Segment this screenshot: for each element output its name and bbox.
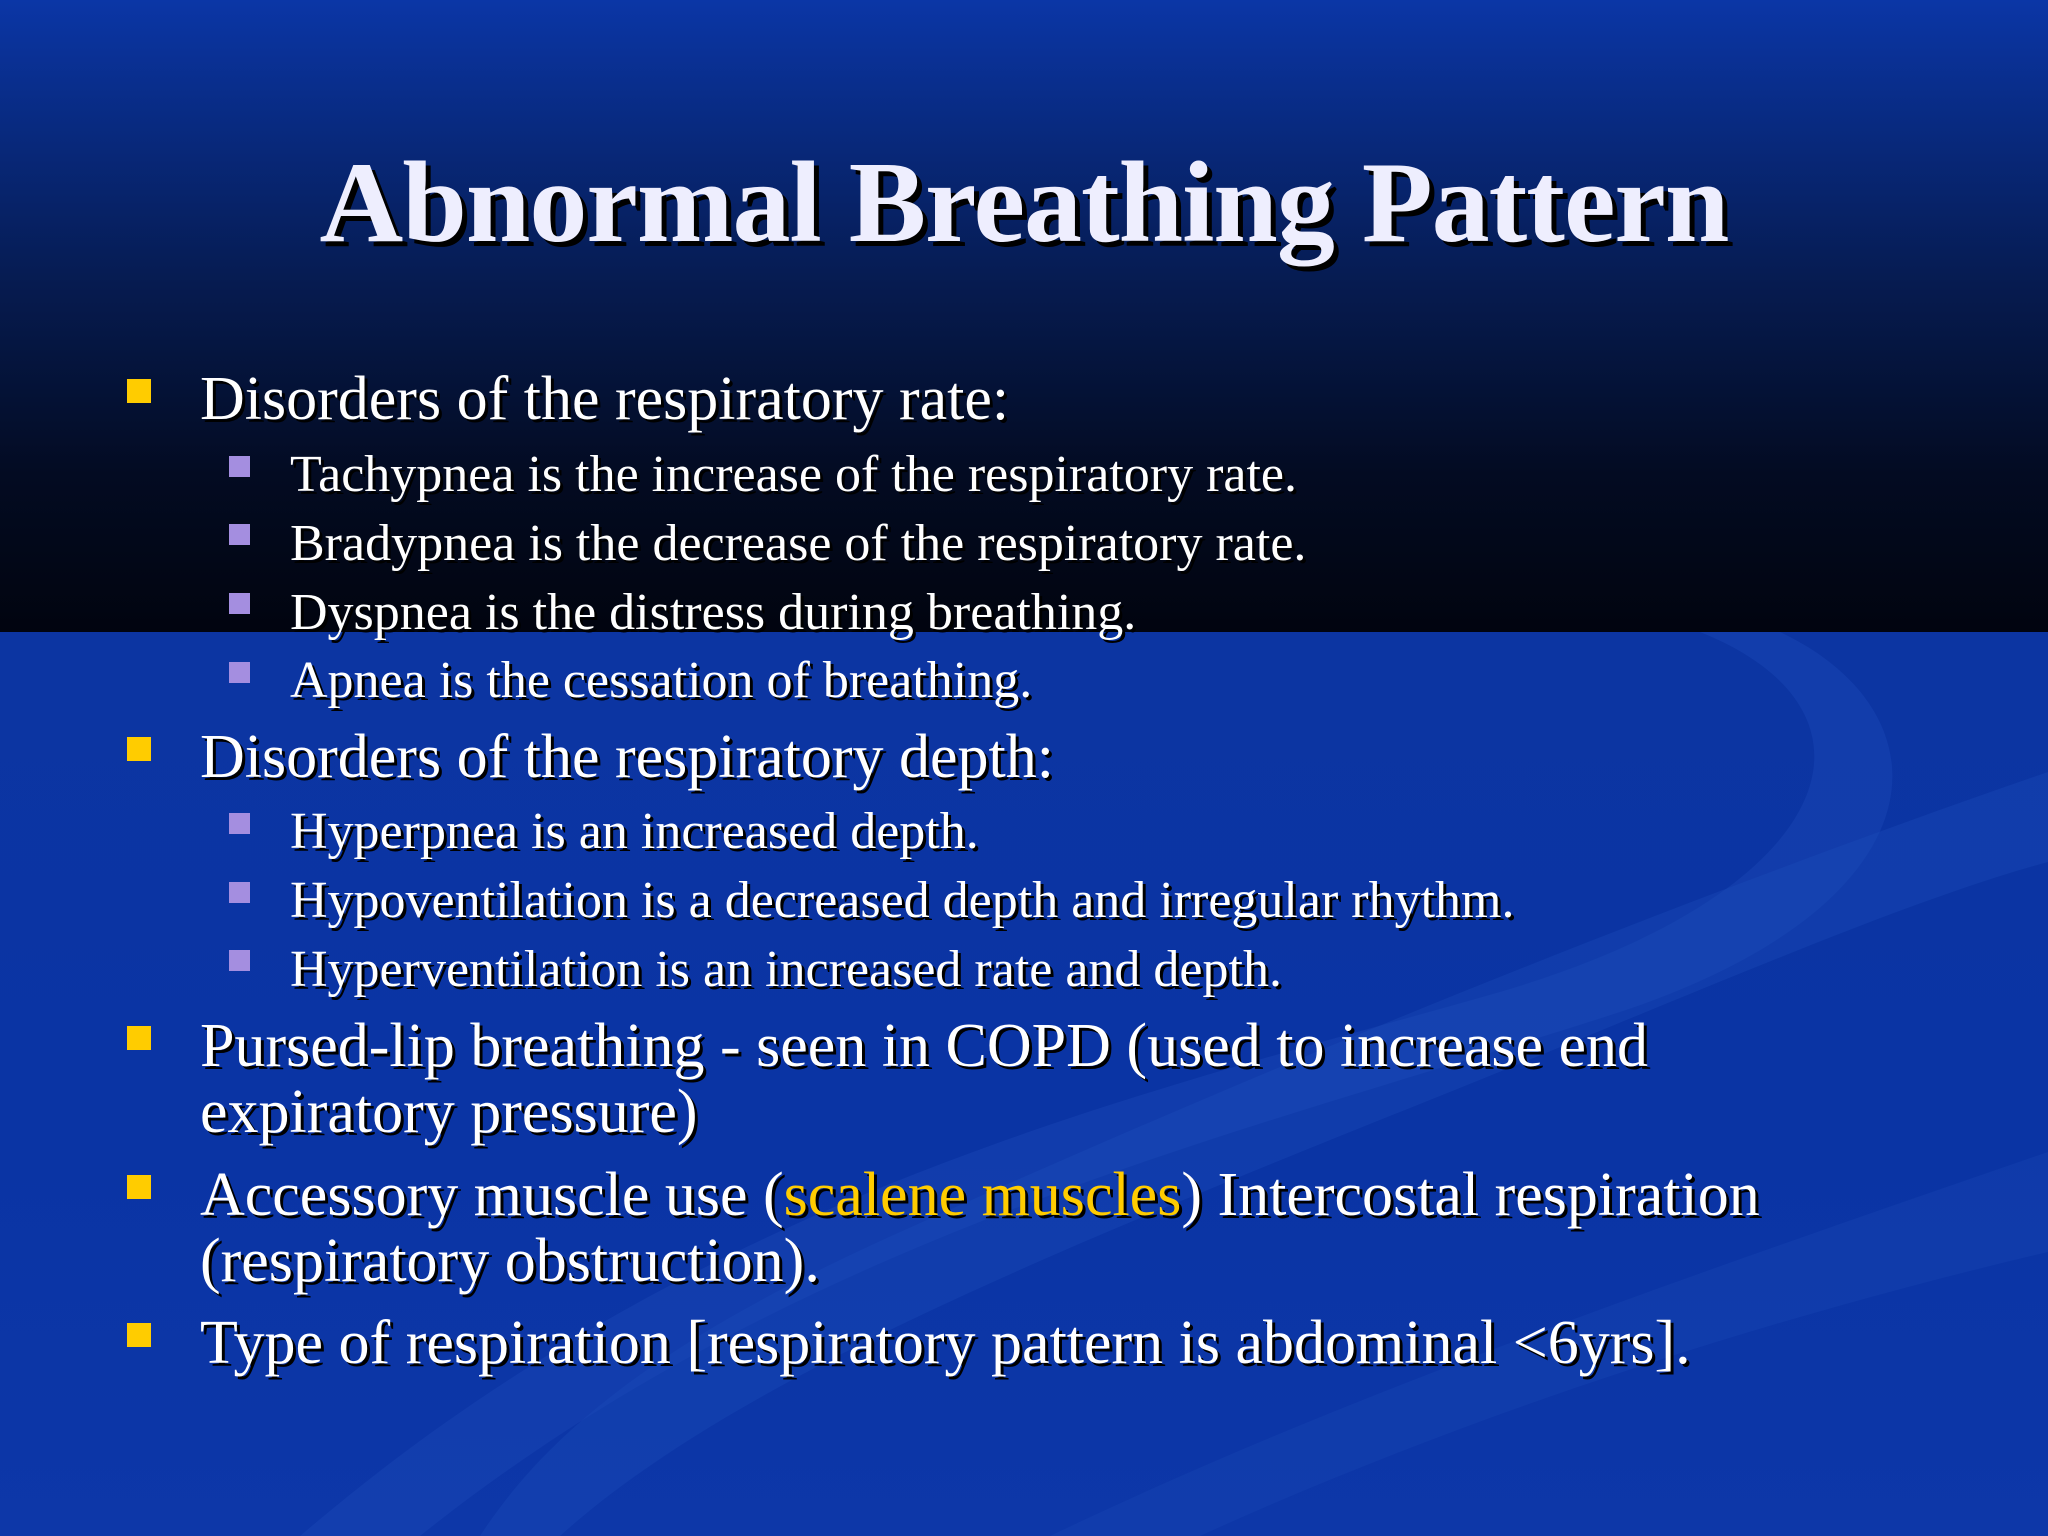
- sub-bullet-apnea: Apnea is the cessation of breathing.: [290, 652, 1033, 709]
- scalene-muscles-highlight: scalene muscles: [783, 1161, 1182, 1229]
- bullet-square-icon: [127, 1323, 151, 1347]
- sub-bullet-dyspnea: Dyspnea is the distress during breathing.: [290, 584, 1137, 641]
- bullet-square-icon: [127, 737, 151, 761]
- bullet-pursed-lip-line2: expiratory pressure): [200, 1078, 698, 1146]
- sub-bullet-tachypnea: Tachypnea is the increase of the respiratory rate.: [290, 446, 1297, 503]
- sub-bullet-square-icon: [229, 813, 250, 834]
- sub-bullet-hyperventilation: Hyperventilation is an increased rate and depth.: [290, 941, 1282, 998]
- bullet-accessory-line1: [200, 1162, 1760, 1228]
- sub-bullet-hyperpnea: Hyperpnea is an increased depth.: [290, 803, 979, 860]
- sub-bullet-square-icon: [229, 662, 250, 683]
- sub-bullet-square-icon: [229, 882, 250, 903]
- accessory-text-before: Accessory muscle use (: [200, 1161, 784, 1229]
- sub-bullet-square-icon: [229, 593, 250, 614]
- bullet-depth-heading: Disorders of the respiratory depth:: [200, 723, 1054, 791]
- bullet-type-of-respiration: Type of respiration [respiratory pattern is abdominal <6yrs].: [200, 1309, 1691, 1377]
- sub-bullet-bradypnea: Bradypnea is the decrease of the respiratory rate.: [290, 515, 1307, 572]
- bullet-square-icon: [127, 1026, 151, 1050]
- sub-bullet-square-icon: [229, 456, 250, 477]
- sub-bullet-hypoventilation: Hypoventilation is a decreased depth and irregular rhythm.: [290, 872, 1515, 929]
- bullet-accessory-line2: (respiratory obstruction).: [200, 1227, 820, 1295]
- sub-bullet-square-icon: [229, 524, 250, 545]
- bullet-square-icon: [127, 379, 151, 403]
- bullet-pursed-lip-line1: Pursed-lip breathing - seen in COPD (used to increase end: [200, 1012, 1649, 1080]
- bullet-square-icon: [127, 1175, 151, 1199]
- accessory-text-after: ) Intercostal respiration: [1181, 1161, 1760, 1229]
- bullet-rate-heading: Disorders of the respiratory rate:: [200, 365, 1010, 433]
- slide-title: Abnormal Breathing Pattern: [319, 139, 1729, 267]
- sub-bullet-square-icon: [229, 950, 250, 971]
